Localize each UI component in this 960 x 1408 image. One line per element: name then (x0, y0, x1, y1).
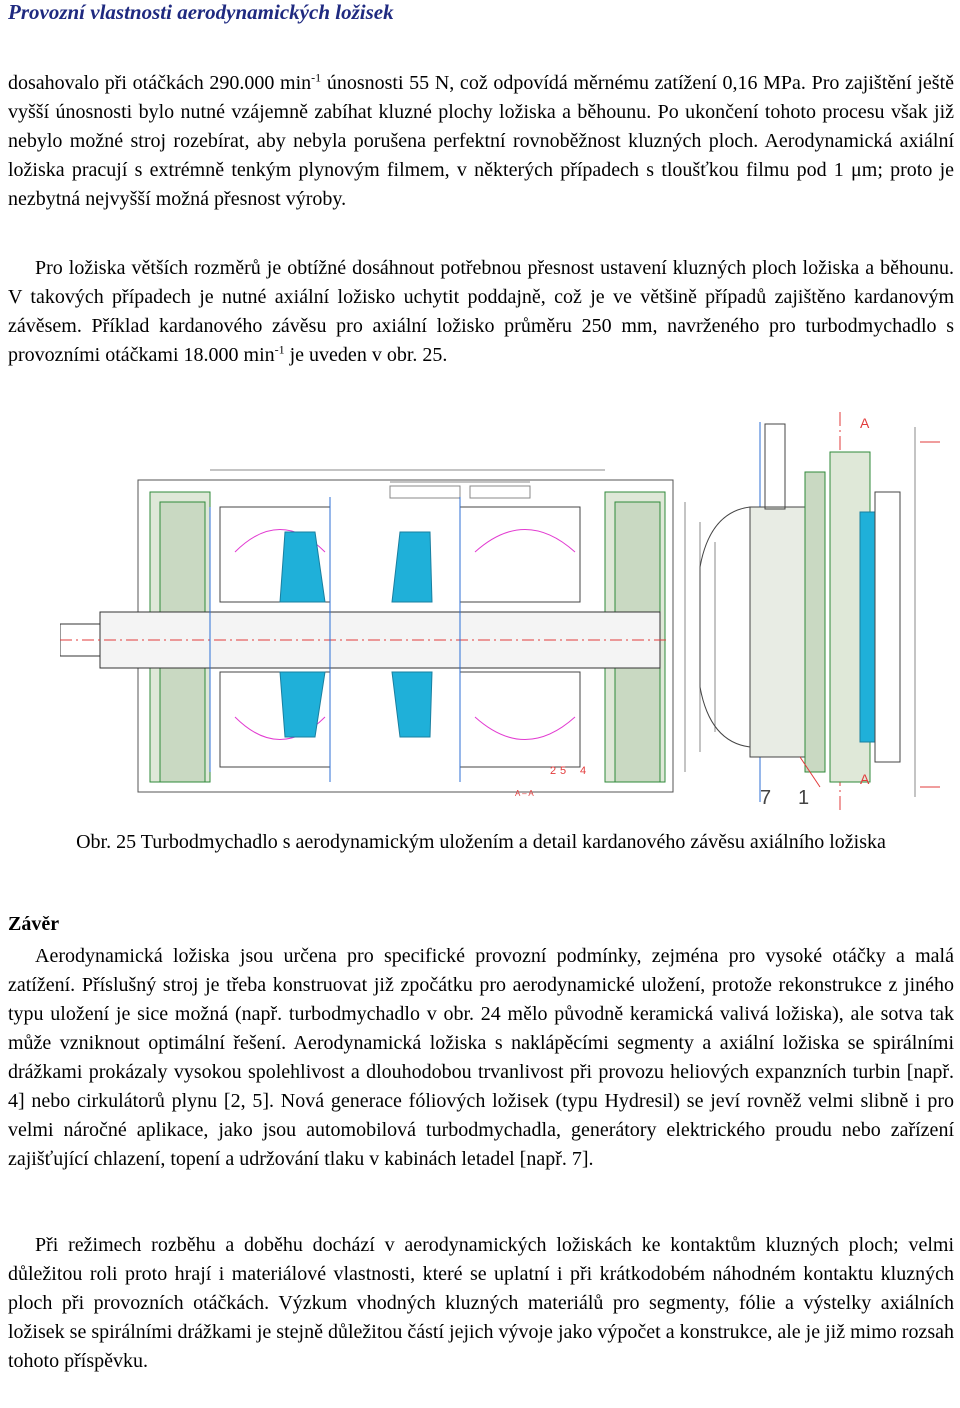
para2-text-b: je uveden v obr. 25. (284, 344, 448, 366)
callout-1: 1 (798, 787, 810, 809)
callout-5: 5 (560, 765, 567, 777)
section-heading: Závěr (8, 913, 60, 935)
paragraph-1 (8, 69, 954, 214)
turbocharger-section (60, 470, 715, 792)
figure-caption: Obr. 25 Turbodmychadlo s aerodynamickým uložením a detail kardanového závěsu axiálního ložiska (76, 831, 886, 853)
turbocharger-drawing (60, 412, 960, 812)
para1-text-b: únosnosti 55 N, což odpovídá měrnému zatížení 0,16 MPa. Pro zajištění ještě vyšší únosnosti bylo nutné vzájemně zabíhat kluzné plochy ložiska a běhounu. Po ukončení tohoto procesu však již nebylo možné stroj rozebírat, aby nebyla porušena perfektní rovnoběžnost kluzných ploch. Aerodynamická axiální ložiska pracují s extrémně tenkým plynovým filmem, v některých případech s tloušťkou filmu pod 1 μm; proto je nezbytná nejvyšší možná přesnost výroby. (8, 72, 954, 210)
paragraph-4: Při režimech rozběhu a doběhu dochází v aerodynamických ložiskách ke kontaktům kluzných ploch; velmi důležitou roli proto hrají i materiálové vlastnosti, které se uplatní i při krátkodobém náhodném kontaktu kluzných ploch při provozních otáčkách. Výzkum vhodných kluzných materiálů pro segmenty, fólie a výstelky axiálních ložisek se spirálními drážkami je stejně důležitou částí jejich vývoje jako výpočet a konstrukce, ale je již mimo rozsah tohoto příspěvku. (8, 1234, 954, 1372)
para2-superscript: -1 (274, 342, 285, 357)
callout-7: 7 (760, 787, 772, 809)
paragraph-2 (8, 254, 954, 370)
para2-text-a: Pro ložiska větších rozměrů je obtížné dosáhnout potřebnou přesnost ustavení kluzných ploch ložiska a běhounu. V takových případech je nutné axiální ložisko uchytit poddajně, což je ve většině případů zajištěno kardanovým závěsem. Příklad kardanového závěsu pro axiální ložisko průměru 250 mm, navrženého pro turbodmychadlo s provozními otáčkami 18.000 min (8, 257, 954, 366)
para1-superscript: -1 (311, 70, 322, 85)
callout-2: 2 (550, 765, 557, 777)
callout-4: 4 (580, 765, 587, 777)
page-header-title: Provozní vlastnosti aerodynamických ložisek (8, 0, 394, 24)
section-marker-a-top: A (860, 415, 870, 431)
section-marker-a-bottom: A (860, 771, 870, 787)
para1-text-a: dosahovalo při otáčkách 290.000 min (8, 72, 312, 94)
cardan-detail (700, 412, 940, 812)
section-label: A – A (515, 789, 534, 798)
paragraph-3: Aerodynamická ložiska jsou určena pro specifické provozní podmínky, zejména pro vysoké otáčky a malá zatížení. Příslušný stroj je třeba konstruovat již zpočátku pro aerodynamické uložení, protože rekonstrukce z jiného typu uložení je sice možná (např. turbodmychadlo v obr. 24 mělo původně keramická valivá ložiska), ale sotva tak může vzniknout optimální řešení. Aerodynamická ložiska s naklápěcími segmenty a axiální ložiska se spirálními drážkami prokázaly vysokou spolehlivost a dlouhodobou trvanlivost při provozu heliových expanzních turbin [např. 4] nebo cirkulátorů plynu [2, 5]. Nová generace fóliových ložisek (typu Hydresil) se jeví rovněž velmi slibně i pro velmi náročné aplikace, jako jsou automobilová turbodmychadla, generátory elektrického proudu nebo zařízení zajišťující chlazení, topení a udržování tlaku v kabinách letadel [např. 7]. (8, 945, 954, 1170)
